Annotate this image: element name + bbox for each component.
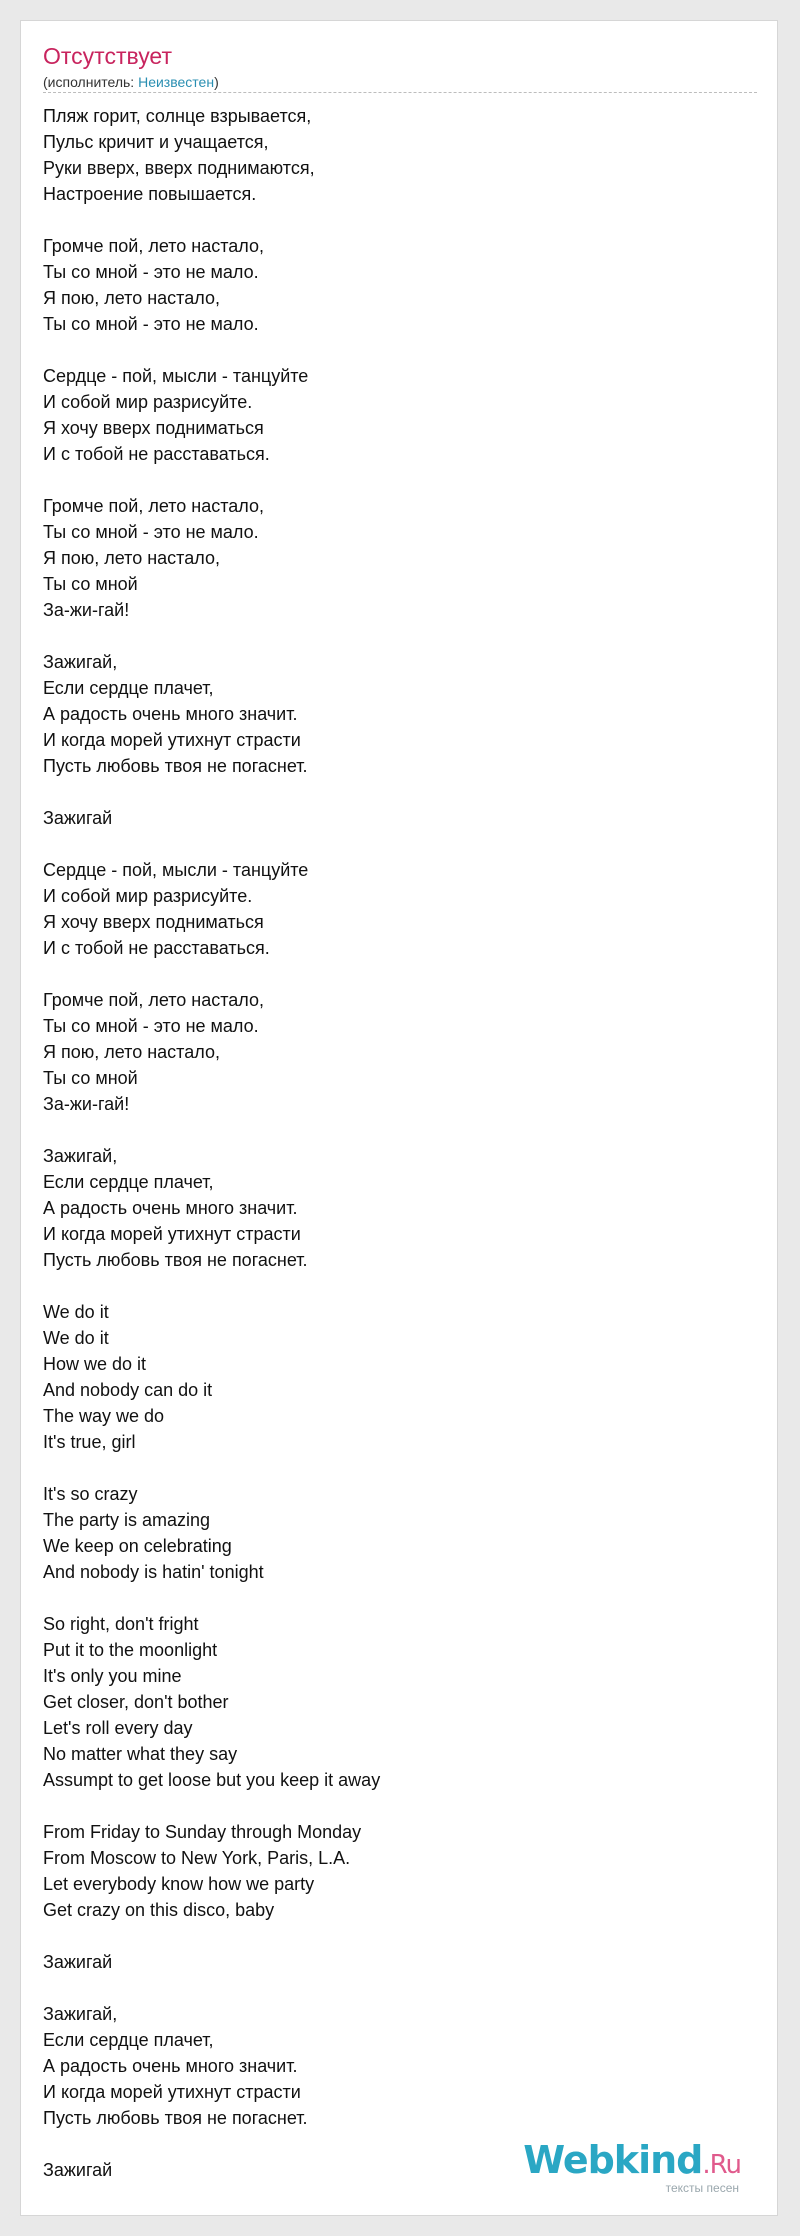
song-title: Отсутствует (43, 43, 172, 69)
lyrics-card (20, 20, 778, 2216)
logo-wordmark (523, 2140, 741, 2185)
logo-main-text: Webkind (523, 2138, 703, 2182)
lyrics-text: Пляж горит, солнце взрывается, Пульс кричит и учащается, Руки вверх, вверх поднимаются, Настроение повышается. Громче пой, лето настало, Ты со мной - это не мало. Я пою, лето настало, Ты со мной - это не мало. Сердце - пой, мысли - танцуйте И собой мир разрисуйте. Я хочу вверх подниматься И с тобой не расставаться. Громче пой, лето настало, Ты со мной - это не мало. Я пою, лето настало, Ты со мной За-жи-гай! Зажигай, Если сердце плачет, А радость очень много значит. И когда морей утихнут страсти Пусть любовь твоя не погаснет. Зажигай Сердце - пой, мысли - танцуйте И собой мир разрисуйте. Я хочу вверх подниматься И с тобой не расставаться. Громче пой, лето настало, Ты со мной - это не мало. Я пою, лето настало, Ты со мной За-жи-гай! Зажигай, Если сердце плачет, А радость очень много значит. И когда морей утихнут страсти Пусть любовь твоя не погаснет. We do it We do it How we do it And nobody can do it The way we do It's true, girl It's so crazy The party is amazing We keep on celebrating And nobody is hatin' tonight So right, don't fright Put it to the moonlight It's only you mine Get closer, don't bother Let's roll every day No matter what they say Assumpt to get loose but you keep it away From Friday to Sunday through Monday From Moscow to New York, Paris, L.A. Let everybody know how we party Get crazy on this disco, baby Зажигай Зажигай, Если сердце плачет, А радость очень много значит. И когда морей утихнут страсти Пусть любовь твоя не погаснет. Зажигай (43, 106, 381, 2180)
artist-link[interactable]: Неизвестен (138, 74, 215, 90)
artist-prefix: (исполнитель: (43, 74, 139, 90)
webkind-logo[interactable] (523, 2140, 741, 2195)
logo-tagline: тексты песен (665, 2181, 739, 2195)
artist-suffix: ) (214, 74, 219, 90)
artist-line (43, 74, 757, 93)
logo-suffix-text: .Ru (702, 2150, 741, 2180)
